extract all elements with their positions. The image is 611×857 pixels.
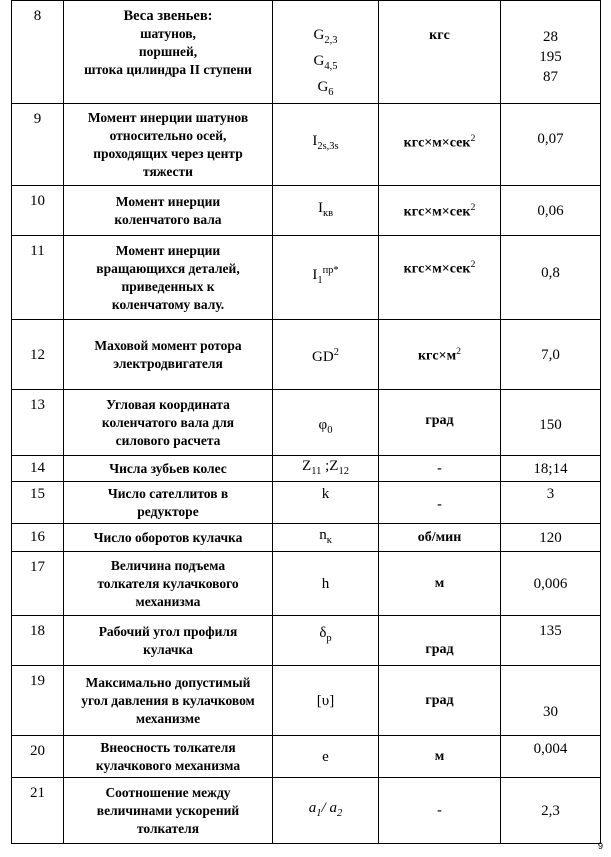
parameter-value: 30 xyxy=(501,666,601,736)
row-number: 13 xyxy=(12,390,64,456)
table-row xyxy=(12,1,601,104)
parameter-unit: град xyxy=(379,666,501,736)
table-row xyxy=(12,236,601,320)
parameter-name: Числа зубьев колес xyxy=(64,456,273,482)
parameter-unit: - xyxy=(379,778,501,844)
parameter-name: Соотношение между величинами ускорений толкателя xyxy=(64,778,273,844)
parameter-unit: - xyxy=(379,482,501,524)
table-row xyxy=(12,778,601,844)
parameter-symbol: $\varphi_0$ xyxy=(273,390,379,456)
row-number: 16 xyxy=(12,524,64,552)
parameter-value: 120 xyxy=(501,524,601,552)
page-number: 9 xyxy=(597,841,603,851)
parameter-symbol: $I_{2s,3s}$ xyxy=(273,104,379,186)
row-number: 9 xyxy=(12,104,64,186)
parameter-name: Максимально допустимый угол давления в кулачковом механизме xyxy=(64,666,273,736)
parameter-symbol: $\delta_р$ xyxy=(273,616,379,666)
parameter-unit: м xyxy=(379,552,501,616)
parameter-name: Веса звеньев: шатунов, поршней, штока цилиндра II ступени xyxy=(64,1,273,104)
table-row xyxy=(12,482,601,524)
parameter-symbol: $I_1^{пр*}$ xyxy=(273,236,379,320)
parameter-name: Момент инерции шатунов относительно осей, проходящих через центр тяжести xyxy=(64,104,273,186)
parameter-unit: град xyxy=(379,616,501,666)
row-number: 17 xyxy=(12,552,64,616)
table-row xyxy=(12,666,601,736)
parameter-unit: кгс×м×сек$^2$ xyxy=(379,236,501,320)
row-number: 21 xyxy=(12,778,64,844)
parameter-symbol: $GD^2$ xyxy=(273,320,379,390)
row-number: 11 xyxy=(12,236,64,320)
parameter-name: Момент инерции вращающихся деталей, приведенных к коленчатому валу. xyxy=(64,236,273,320)
parameter-name: Момент инерции коленчатого вала xyxy=(64,186,273,236)
parameter-value: 2,3 xyxy=(501,778,601,844)
parameter-unit: об/мин xyxy=(379,524,501,552)
table-row xyxy=(12,320,601,390)
table-row xyxy=(12,104,601,186)
parameter-name: Маховой момент ротора электродвигателя xyxy=(64,320,273,390)
parameter-unit: град xyxy=(379,390,501,456)
parameter-name: Величина подъема толкателя кулачкового механизма xyxy=(64,552,273,616)
table-row xyxy=(12,390,601,456)
parameter-name: Число оборотов кулачка xyxy=(64,524,273,552)
parameter-value: 0,06 xyxy=(501,186,601,236)
parameter-symbol: $Z_{11}$ $;Z_{12}$ xyxy=(273,456,379,482)
parameter-symbol: [υ] xyxy=(273,666,379,736)
parameter-symbol: $I_{кв}$ xyxy=(273,186,379,236)
parameter-value: 0,8 xyxy=(501,236,601,320)
parameter-unit: кгс×м×сек$^2$ xyxy=(379,186,501,236)
row-number: 10 xyxy=(12,186,64,236)
row-number: 8 xyxy=(12,1,64,104)
parameter-symbol: $G_{2,3}$ $G_{4,5}$ $G_6$ xyxy=(273,1,379,104)
table-row xyxy=(12,736,601,778)
parameter-value: 135 xyxy=(501,616,601,666)
parameters-table xyxy=(11,0,601,844)
parameter-symbol: $n_к$ xyxy=(273,524,379,552)
parameter-name: Число сателлитов в редукторе xyxy=(64,482,273,524)
parameter-unit: кгс×м×сек$^2$ xyxy=(379,104,501,186)
parameter-value: 150 xyxy=(501,390,601,456)
parameter-symbol: e xyxy=(273,736,379,778)
table-row xyxy=(12,616,601,666)
parameter-symbol: h xyxy=(273,552,379,616)
table-row xyxy=(12,524,601,552)
parameter-symbol: k xyxy=(273,482,379,524)
parameter-name: Рабочий угол профиля кулачка xyxy=(64,616,273,666)
parameter-name: Внеосность толкателя кулачкового механизма xyxy=(64,736,273,778)
row-number: 12 xyxy=(12,320,64,390)
table-row xyxy=(12,186,601,236)
table-row xyxy=(12,456,601,482)
row-number: 14 xyxy=(12,456,64,482)
parameter-value: 28 195 87 xyxy=(501,1,601,104)
parameter-symbol: $a_1/$ $a_2$ xyxy=(273,778,379,844)
parameter-unit: кгс xyxy=(379,1,501,104)
parameter-value: 0,004 xyxy=(501,736,601,778)
parameter-unit: $кгс\times м^2$ xyxy=(379,320,501,390)
row-number: 20 xyxy=(12,736,64,778)
row-number: 15 xyxy=(12,482,64,524)
parameter-unit: м xyxy=(379,736,501,778)
parameter-value: 0,07 xyxy=(501,104,601,186)
row-number: 19 xyxy=(12,666,64,736)
parameter-value: 18;14 xyxy=(501,456,601,482)
parameter-unit: - xyxy=(379,456,501,482)
row-number: 18 xyxy=(12,616,64,666)
parameter-value: 3 xyxy=(501,482,601,524)
parameter-value: 7,0 xyxy=(501,320,601,390)
parameter-name: Угловая координата коленчатого вала для силового расчета xyxy=(64,390,273,456)
table-row xyxy=(12,552,601,616)
parameter-value: 0,006 xyxy=(501,552,601,616)
